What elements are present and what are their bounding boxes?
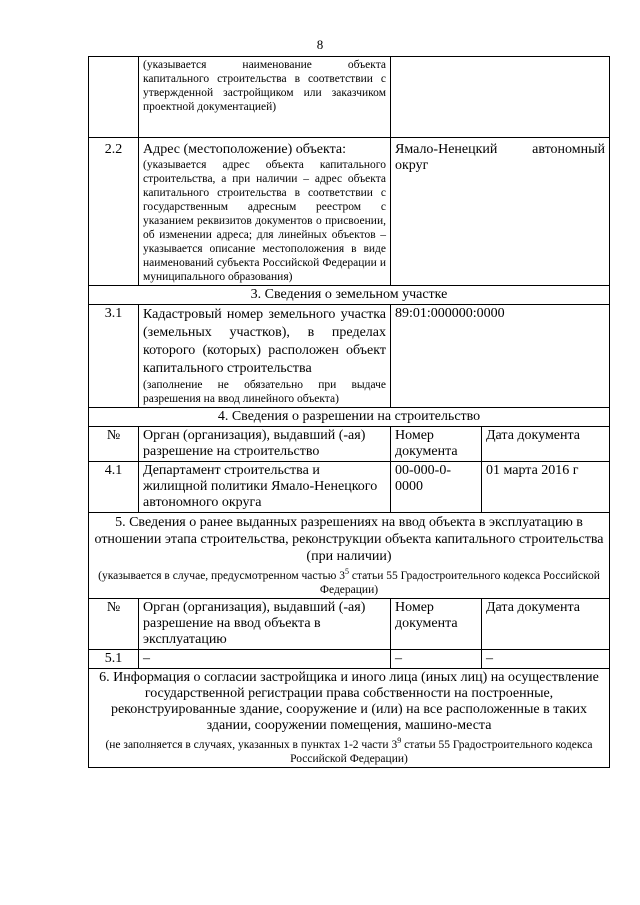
- col-header-doc-number: Номер документа: [391, 598, 482, 649]
- row-number: 3.1: [89, 305, 139, 408]
- section-4-column-headers: [89, 427, 610, 462]
- permit-organ: Департамент строительства и жилищной политики Ямало-Ненецкого автономного округа: [139, 462, 391, 513]
- section-3-title: 3. Сведения о земельном участке: [89, 286, 610, 305]
- section-4-header: [89, 408, 610, 427]
- col-header-doc-number: Номер документа: [391, 427, 482, 462]
- section-6-note: (не заполняется в случаях, указанных в пунктах 1-2 части $3^9$ статьи 55 Градостроительного кодекса Российской Федерации): [105, 735, 593, 765]
- cell-cadastral-label: [139, 305, 391, 408]
- table-row-5-1: [89, 649, 610, 668]
- col-header-num: №: [89, 598, 139, 649]
- col-header-organ: Орган (организация), выдавший (-ая) разрешение на ввод объекта в эксплуатацию: [139, 598, 391, 649]
- col-header-doc-date: Дата документа: [482, 598, 610, 649]
- row-number: 4.1: [89, 462, 139, 513]
- section-5-column-headers: [89, 598, 610, 649]
- cell-address-value: [391, 138, 610, 286]
- col-header-organ: Орган (организация), выдавший (-ая) разрешение на строительство: [139, 427, 391, 462]
- cell-address-label: [139, 138, 391, 286]
- section-6-cell: [89, 668, 610, 767]
- section-5-note: (указывается в случае, предусмотренном частью $3^5$ статьи 55 Градостроительного кодекса Российской Федерации): [98, 567, 600, 596]
- table-row-4-1: [89, 462, 610, 513]
- section-4-title: 4. Сведения о разрешении на строительство: [89, 408, 610, 427]
- prior-doc-number: –: [391, 649, 482, 668]
- cadastral-label: Кадастровый номер земельного участка (земельных участков), в пределах которого (которых) расположен объект капитального строительства: [143, 307, 386, 376]
- table-row-3-1: [89, 305, 610, 408]
- section-5-cell: [89, 513, 610, 599]
- page-number: 8: [316, 37, 324, 52]
- col-header-doc-date: Дата документа: [482, 427, 610, 462]
- cell-object-name-value: [391, 57, 610, 138]
- section-6-title: 6. Информация о согласии застройщика и иного лица (иных лиц) на осуществление государственной регистрации права собственности на построенные, реконструированные здание, сооружение и (или) на все расположенные в таких здании, сооружении помещения, машино-места: [99, 669, 599, 733]
- table-row-2-2: [89, 138, 610, 286]
- section-3-header: [89, 286, 610, 305]
- prior-doc-date: –: [482, 649, 610, 668]
- address-value: Ямало-Ненецкий автономный округ: [395, 142, 605, 173]
- address-hint: (указывается адрес объекта капитального строительства, а при наличии – адрес объекта капитального строительства в соответствии с государственным адресным реестром с указанием реквизитов документов о присвоении, об изменении адреса; для линейных объектов – указывается описание местоположения в виде наименований субъекта Российской Федерации и муниципального образования): [143, 159, 386, 283]
- row-number: 5.1: [89, 649, 139, 668]
- address-label: Адрес (местоположение) объекта:: [143, 142, 346, 157]
- section-5-header: [89, 513, 610, 599]
- object-name-hint: (указывается наименование объекта капитального строительства в соответствии с утвержденной застройщиком или заказчиком проектной документацией): [143, 59, 386, 113]
- section-6-header: [89, 668, 610, 767]
- cell-cadastral-value: [391, 305, 610, 408]
- cadastral-hint: (заполнение не обязательно при выдаче разрешения на ввод линейного объекта): [143, 379, 386, 405]
- cadastral-number: 89:01:000000:0000: [395, 306, 505, 321]
- section-5-title: 5. Сведения о ранее выданных разрешениях на ввод объекта в эксплуатацию в отношении этапа строительства, реконструкции объекта капитального строительства (при наличии): [94, 515, 604, 564]
- cell-num-empty: [89, 57, 139, 138]
- cell-object-name-desc: [139, 57, 391, 138]
- permit-doc-date: 01 марта 2016 г: [482, 462, 610, 513]
- permit-table: [88, 56, 610, 768]
- permit-doc-number: 00-000-0-0000: [391, 462, 482, 513]
- prior-organ: –: [139, 649, 391, 668]
- table-row-continued: [89, 57, 610, 138]
- col-header-num: №: [89, 427, 139, 462]
- row-number: 2.2: [89, 138, 139, 286]
